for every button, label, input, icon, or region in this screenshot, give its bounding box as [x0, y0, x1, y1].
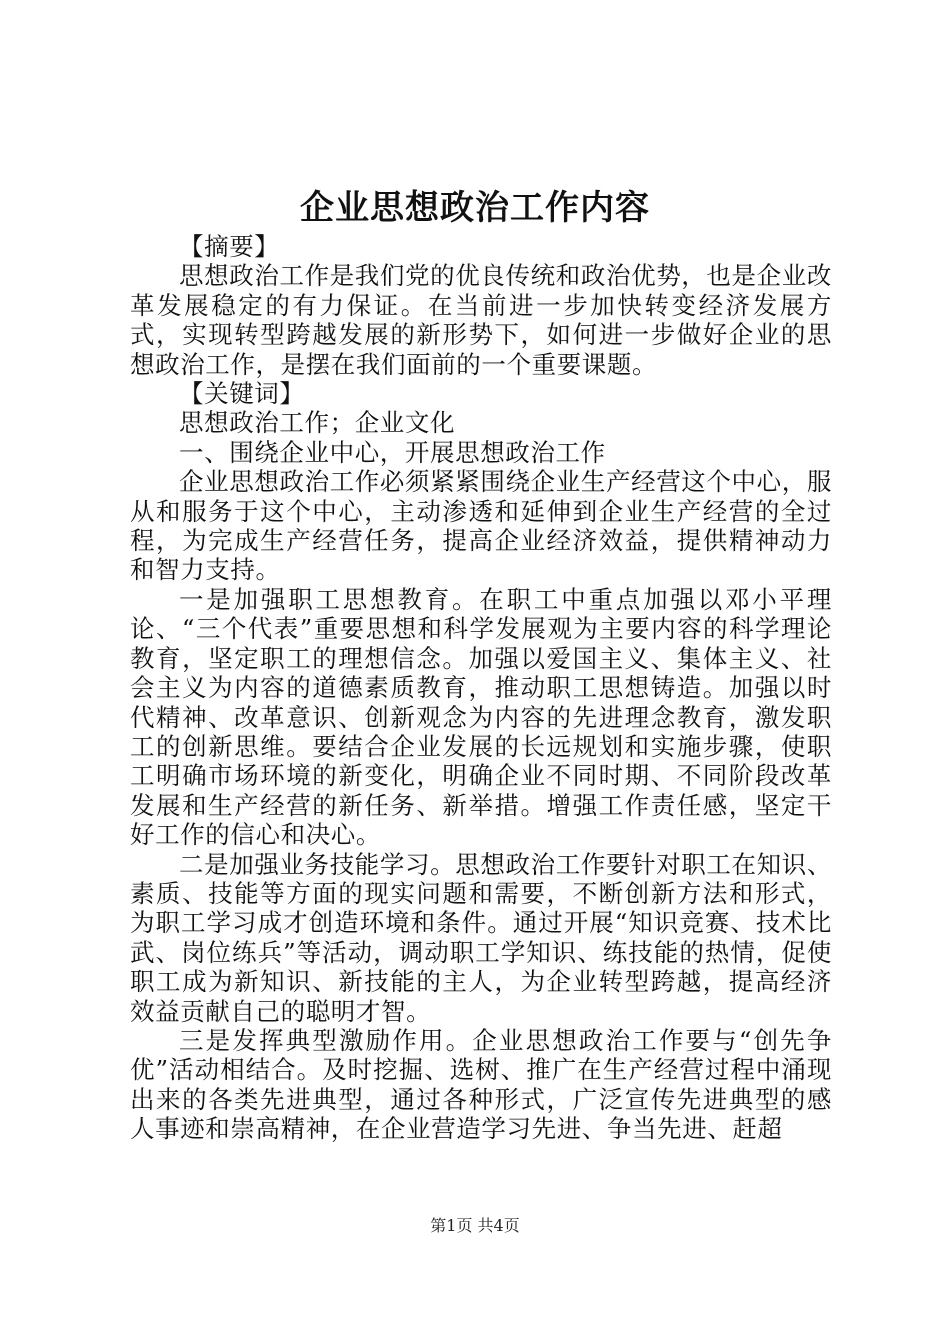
abstract-heading: 【摘要】: [179, 232, 280, 261]
body-paragraph: 三是发挥典型激励作用。企业思想政治工作要与“创先争优”活动相结合。及时挖掘、选树、推广在生产经营过程中涌现出来的各类先进典型，通过各种形式，广泛宣传先进典型的感人事迹和崇高精神，在企业营造学习先进、争当先进、赶超: [130, 1025, 832, 1144]
abstract-paragraph: 思想政治工作是我们党的优良传统和政治优势，也是企业改革发展稳定的有力保证。在当前进一步加快转变经济发展方式，实现转型跨越发展的新形势下，如何进一步做好企业的思想政治工作，是摆在我们面前的一个重要课题。: [130, 261, 832, 379]
body-paragraph: 一是加强职工思想教育。在职工中重点加强以邓小平理论、“三个代表”重要思想和科学发展观为主要内容的科学理论教育，坚定职工的理想信念。加强以爱国主义、集体主义、社会主义为内容的道德素质教育，推动职工思想铸造。加强以时代精神、改革意识、创新观念为内容的先进理念教育，激发职工的创新思维。要结合企业发展的长远规划和实施步骤，使职工明确市场环境的新变化，明确企业不同时期、不同阶段改革发展和生产经营的新任务、新举措。增强工作责任感，坚定干好工作的信心和决心。: [130, 584, 832, 850]
section-heading-1: 一、围绕企业中心，开展思想政治工作: [179, 437, 606, 467]
document-body: [130, 232, 832, 1144]
keywords-heading: 【关键词】: [179, 379, 305, 409]
keywords-paragraph: 思想政治工作；企业文化: [179, 408, 456, 438]
body-paragraph: 企业思想政治工作必须紧紧围绕企业生产经营这个中心，服从和服务于这个中心，主动渗透和延伸到企业生产经营的全过程，为完成生产经营任务，提高企业经济效益，提供精神动力和智力支持。: [130, 467, 832, 585]
page-number-footer: 第1页 共4页: [430, 1216, 520, 1235]
body-paragraph: 二是加强业务技能学习。思想政治工作要针对职工在知识、素质、技能等方面的现实问题和需要，不断创新方法和形式，为职工学习成才创造环境和条件。通过开展“知识竞赛、技术比武、岗位练兵”等活动，调动职工学知识、练技能的热情，促使职工成为新知识、新技能的主人，为企业转型跨越，提高经济效益贡献自己的聪明才智。: [130, 849, 832, 1026]
document-title: 企业思想政治工作内容: [300, 188, 650, 228]
